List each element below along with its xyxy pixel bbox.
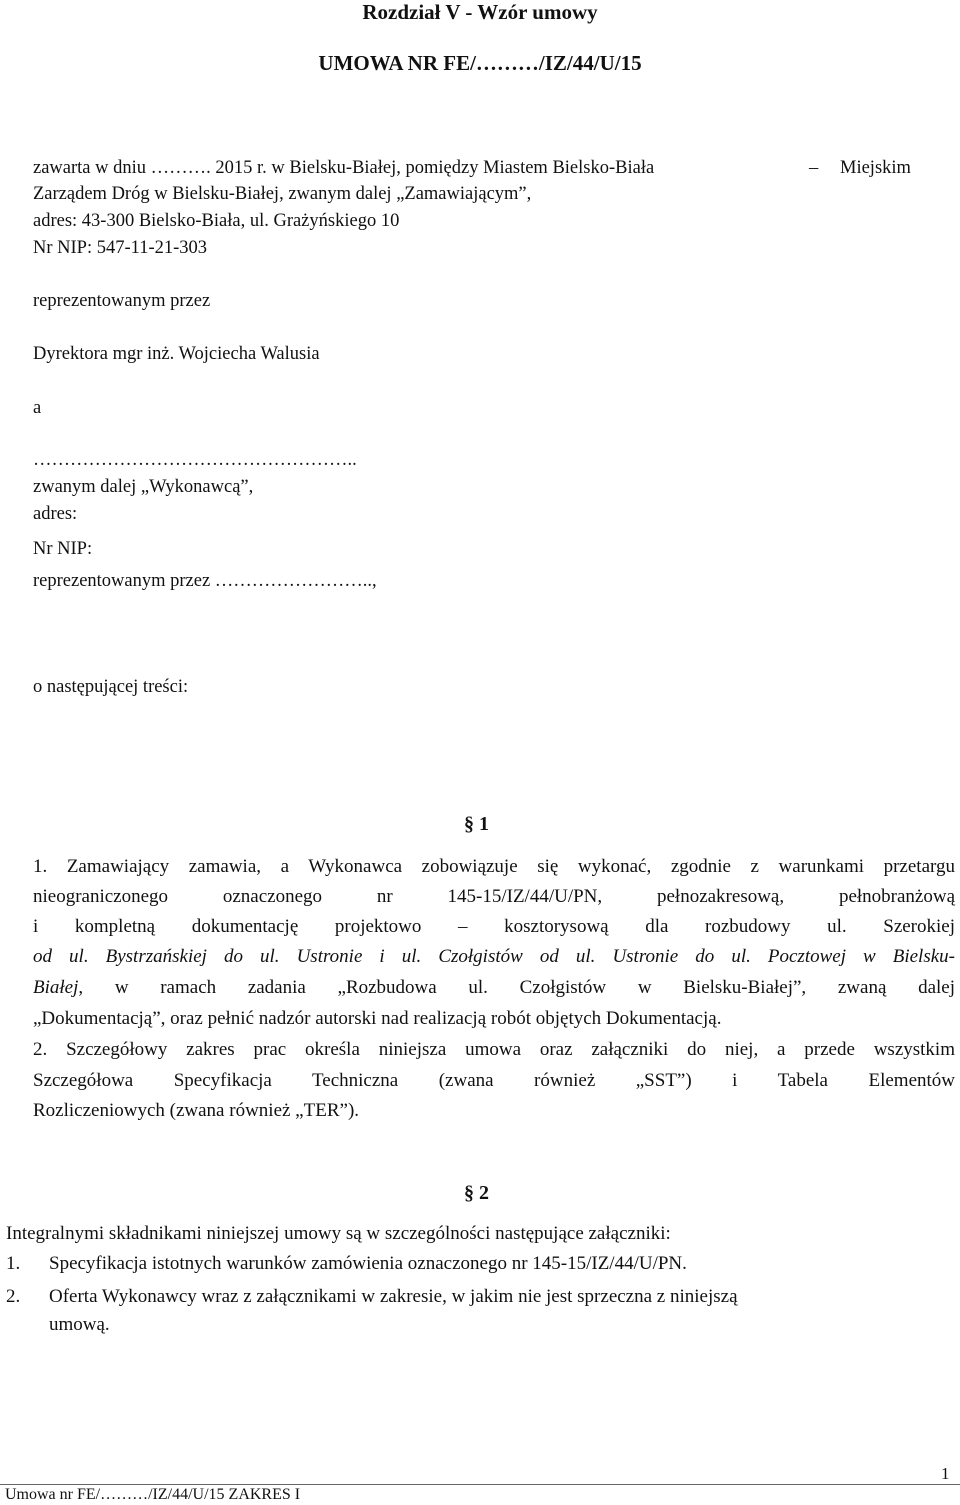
s2-item-2-continuation: umową.: [49, 1314, 110, 1335]
represented-by: reprezentowanym przez: [33, 291, 211, 311]
s1-p1-line-4-text: od ul. Bystrzańskiej do ul. Ustronie i ul. Czołgistów od ul. Ustronie do ul. Pocztowej w Bielsku-: [33, 946, 955, 967]
chapter-title: Rozdział V - Wzór umowy: [362, 0, 598, 24]
preamble-line-1b: Miejskim: [840, 158, 911, 178]
agreement-number: UMOWA NR FE/………/IZ/44/U/15: [318, 51, 642, 75]
content-intro: o następującej treści:: [33, 677, 189, 697]
footer-divider: [0, 1484, 960, 1485]
s1-p1-line-5-text: , w ramach zadania „Rozbudowa ul. Czołgistów w Bielsku-Białej”, zwaną dalej: [78, 977, 955, 998]
section-2-title: § 2: [464, 1182, 489, 1204]
s1-p1-line-2: nieograniczonego oznaczonego nr 145-15/IZ/44/U/PN, pełnozakresową, pełnobranżową: [33, 886, 955, 907]
s2-intro: Integralnymi składnikami niniejszej umowy są w szczególności następujące załączniki:: [6, 1223, 671, 1244]
s1-p1-line-5-italic: Białej: [33, 977, 79, 998]
s1-p1-line-5: [33, 977, 955, 999]
preamble-line-1-dash: –: [809, 158, 819, 178]
contractor-named: zwanym dalej „Wykonawcą”,: [33, 477, 254, 497]
s2-item-2-text: Oferta Wykonawcy wraz z załącznikami w zakresie, w jakim nie jest sprzeczna z niniejszą: [49, 1286, 738, 1307]
director-name: Dyrektora mgr inż. Wojciecha Walusia: [33, 344, 320, 364]
preamble-line-3: adres: 43-300 Bielsko-Biała, ul. Grażyńskiego 10: [33, 211, 400, 231]
conjunction-a: a: [33, 398, 42, 418]
s2-item-2-num: 2.: [6, 1286, 21, 1307]
contractor-represented-by: reprezentowanym przez ……………………..,: [33, 571, 377, 591]
s1-p2-line-2: Szczegółowa Specyfikacja Techniczna (zwana również „SST”) i Tabela Elementów: [33, 1070, 955, 1091]
footer-doc-ref: Umowa nr FE/………/IZ/44/U/15 ZAKRES I: [5, 1486, 301, 1503]
s1-p1-line-3: i kompletną dokumentację projektowo – kosztorysową dla rozbudowy ul. Szerokiej: [33, 916, 955, 937]
s1-p1-line-1: 1. Zamawiający zamawia, a Wykonawca zobowiązuje się wykonać, zgodnie z warunkami przetargu: [33, 856, 955, 877]
s1-p1-line-4: [33, 946, 955, 968]
s1-p1-line-6: „Dokumentacją”, oraz pełnić nadzór autorski nad realizacją robót objętych Dokumentacją.: [33, 1008, 722, 1029]
s1-p2-line-1: 2. Szczegółowy zakres prac określa niniejsza umowa oraz załączniki do niej, a przede wszystkim: [33, 1039, 955, 1060]
page-number: 1: [941, 1464, 950, 1483]
s2-item-1-num: 1.: [6, 1253, 21, 1274]
section-1-title: § 1: [464, 813, 489, 835]
preamble-line-1a: zawarta w dniu ………. 2015 r. w Bielsku-Białej, pomiędzy Miastem Bielsko-Biała: [33, 158, 655, 178]
preamble-line-2: Zarządem Dróg w Bielsku-Białej, zwanym dalej „Zamawiającym”,: [33, 184, 532, 204]
contractor-address: adres:: [33, 504, 78, 524]
preamble-line-4: Nr NIP: 547-11-21-303: [33, 238, 208, 258]
contractor-blank: ……………………………………………..: [33, 450, 357, 470]
s2-item-1-text: Specyfikacja istotnych warunków zamówienia oznaczonego nr 145-15/IZ/44/U/PN.: [49, 1253, 687, 1274]
s1-p2-line-3: Rozliczeniowych (zwana również „TER”).: [33, 1100, 360, 1121]
contractor-nip: Nr NIP:: [33, 539, 93, 559]
